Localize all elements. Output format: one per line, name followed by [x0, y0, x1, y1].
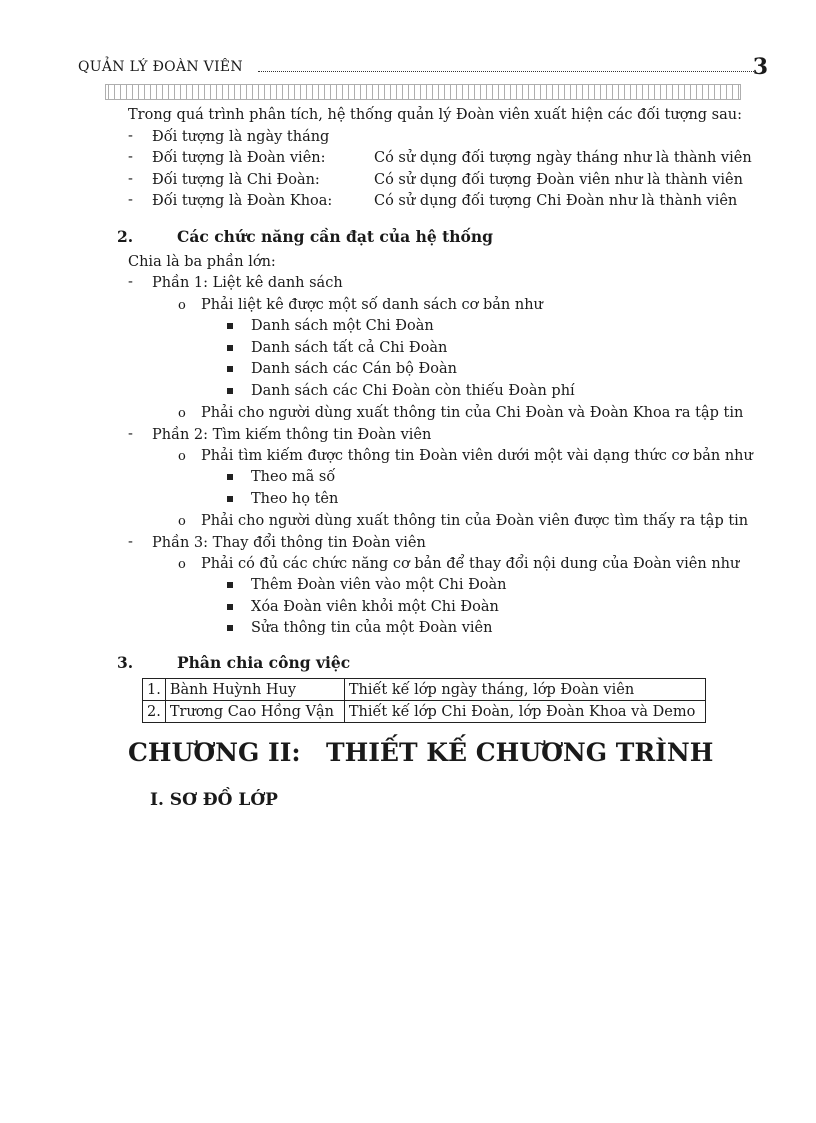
circle-bullet: o	[178, 406, 186, 421]
decorative-border	[105, 84, 741, 100]
object-desc: Có sử dụng đối tượng ngày tháng như là thành viên	[374, 150, 752, 166]
list-item: Danh sách tất cả Chi Đoàn	[251, 340, 448, 356]
object-desc: Có sử dụng đối tượng Đoàn viên như là thành viên	[374, 172, 743, 188]
header-title: QUẢN LÝ ĐOÀN VIÊN	[78, 59, 243, 75]
square-bullet	[227, 388, 233, 394]
list-item: Danh sách một Chi Đoàn	[251, 318, 434, 334]
section-number: 2.	[117, 227, 134, 246]
part-title: Phần 2: Tìm kiếm thông tin Đoàn viên	[152, 427, 432, 443]
section-title: Các chức năng cần đạt của hệ thống	[177, 227, 493, 246]
circle-bullet: o	[178, 557, 186, 572]
dash-bullet: -	[128, 534, 133, 550]
list-item: Danh sách các Chi Đoàn còn thiếu Đoàn phí	[251, 383, 575, 399]
chapter-title: THIẾT KẾ CHƯƠNG TRÌNH	[326, 738, 714, 767]
object-desc: Có sử dụng đối tượng Chi Đoàn như là thành viên	[374, 193, 738, 209]
list-item: Theo họ tên	[251, 491, 339, 507]
section-title: Phân chia công việc	[177, 653, 351, 672]
part-title: Phần 1: Liệt kê danh sách	[152, 275, 343, 291]
intro-text: Trong quá trình phân tích, hệ thống quản lý Đoàn viên xuất hiện các đối tượng sau:	[128, 107, 742, 123]
page-header	[78, 56, 768, 78]
chapter-label: CHƯƠNG II:	[128, 738, 301, 767]
member-task: Thiết kế lớp Chi Đoàn, lớp Đoàn Khoa và Demo	[344, 701, 705, 723]
object-name: Đối tượng là Đoàn Khoa:	[152, 193, 333, 209]
square-bullet	[227, 604, 233, 610]
part-sub: Phải cho người dùng xuất thông tin của Đoàn viên được tìm thấy ra tập tin	[201, 513, 749, 529]
circle-bullet: o	[178, 298, 186, 313]
list-item: Sửa thông tin của một Đoàn viên	[251, 620, 493, 636]
square-bullet	[227, 474, 233, 480]
work-table	[142, 678, 706, 723]
row-number: 2.	[143, 701, 166, 723]
part-title: Phần 3: Thay đổi thông tin Đoàn viên	[152, 535, 426, 551]
part-sub: Phải có đủ các chức năng cơ bản để thay đổi nội dung của Đoàn viên như	[201, 556, 740, 572]
section-lead: Chia là ba phần lớn:	[128, 254, 276, 270]
member-name: Bành Huỳnh Huy	[165, 679, 344, 701]
page-number: 3	[752, 54, 768, 80]
square-bullet	[227, 366, 233, 372]
part-sub: Phải liệt kê được một số danh sách cơ bản như	[201, 297, 543, 313]
square-bullet	[227, 323, 233, 329]
object-name: Đối tượng là Chi Đoàn:	[152, 172, 320, 188]
part-sub: Phải cho người dùng xuất thông tin của Chi Đoàn và Đoàn Khoa ra tập tin	[201, 405, 744, 421]
member-name: Trương Cao Hồng Vận	[165, 701, 344, 723]
object-name: Đối tượng là ngày tháng	[152, 129, 330, 145]
list-item: Danh sách các Cán bộ Đoàn	[251, 361, 457, 377]
list-item: Theo mã số	[251, 469, 336, 485]
dash-bullet: -	[128, 149, 133, 165]
square-bullet	[227, 582, 233, 588]
dash-bullet: -	[128, 128, 133, 144]
object-name: Đối tượng là Đoàn viên:	[152, 150, 326, 166]
member-task: Thiết kế lớp ngày tháng, lớp Đoàn viên	[344, 679, 705, 701]
circle-bullet: o	[178, 514, 186, 529]
subsection-heading: I. SƠ ĐỒ LỚP	[150, 790, 278, 810]
list-item: Thêm Đoàn viên vào một Chi Đoàn	[251, 577, 507, 593]
square-bullet	[227, 496, 233, 502]
row-number: 1.	[143, 679, 166, 701]
dash-bullet: -	[128, 274, 133, 290]
header-dot-leader	[258, 71, 754, 72]
list-item: Xóa Đoàn viên khỏi một Chi Đoàn	[251, 599, 499, 615]
table-row	[143, 701, 706, 723]
part-sub: Phải tìm kiếm được thông tin Đoàn viên dưới một vài dạng thức cơ bản như	[201, 448, 753, 464]
dash-bullet: -	[128, 426, 133, 442]
table-row	[143, 679, 706, 701]
dash-bullet: -	[128, 192, 133, 208]
section-number: 3.	[117, 653, 134, 672]
dash-bullet: -	[128, 171, 133, 187]
square-bullet	[227, 625, 233, 631]
square-bullet	[227, 345, 233, 351]
circle-bullet: o	[178, 449, 186, 464]
